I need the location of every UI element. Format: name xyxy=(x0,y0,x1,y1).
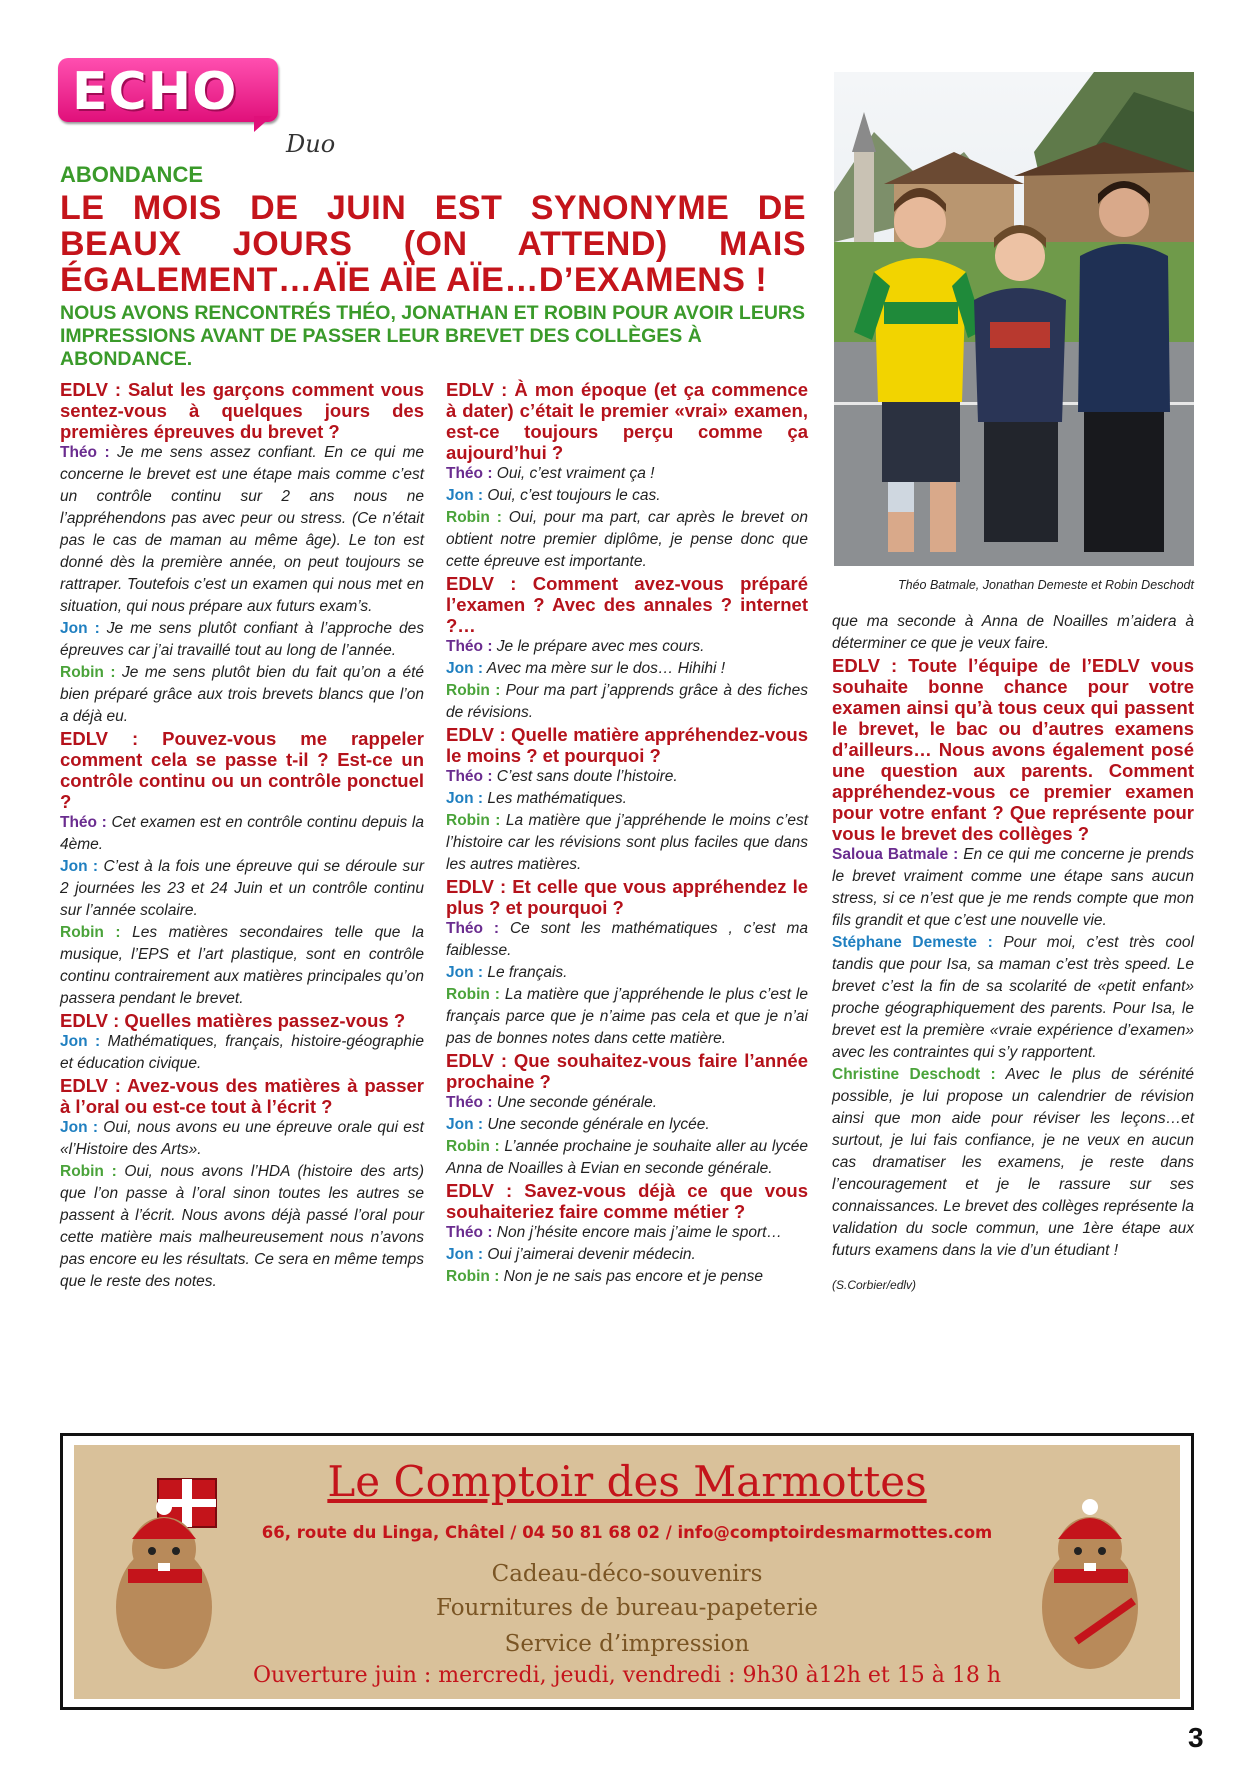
answer-text: C’est sans doute l’histoire. xyxy=(492,768,678,785)
speaker-theo: Théo : xyxy=(446,638,493,655)
speaker-christine: Christine Deschodt : xyxy=(832,1066,996,1083)
answer-jon xyxy=(60,1031,424,1075)
answer-text: Pour moi, c’est très cool tandis que pour Isa, sa maman c’est très speed. Le brevet c’est la fin de sa scolarité de «petit enfant» proche géographiquement des parents. Pour Isa, le brevet est la première «vraie expérience d’examen» avec les contraintes qui s’y rapportent. xyxy=(832,934,1194,1061)
speaker-stephane: Stéphane Demeste : xyxy=(832,934,993,951)
speaker-robin: Robin : xyxy=(446,509,502,526)
answer-theo xyxy=(446,463,808,485)
answer-text: Oui, nous avons l’HDA (histoire des arts) que l’on passe à l’oral sinon toutes les autres se passent à l’écrit. Nous avons déjà passé l’oral pour cette matière mais malheureusement nous n’avons pas encore eu les résultats. Ce sera en même temps que le reste des notes. xyxy=(60,1163,425,1290)
article-column-1 xyxy=(60,379,424,1293)
answer-jon xyxy=(60,618,424,662)
question-edlv: EDLV : À mon époque (et ça commence à dater) c’était le premier «vrai» examen, est-ce toujours perçu comme ça aujourd’hui ? xyxy=(446,379,808,463)
answer-text: Les mathématiques. xyxy=(483,790,627,807)
page-number: 3 xyxy=(1188,1722,1204,1753)
speaker-robin: Robin : xyxy=(446,1268,500,1285)
answer-jon xyxy=(60,1117,424,1161)
echo-duo-logo xyxy=(58,58,336,158)
speaker-jon: Jon : xyxy=(446,1246,484,1263)
answer-text: Les matières secondaires telle que la musique, l’EPS et l’art plastique, sont en contrôle continu contrairement aux matières principales qu’on passera pendant le brevet. xyxy=(60,924,424,1007)
photo-caption: Théo Batmale, Jonathan Demeste et Robin Deschodt xyxy=(897,578,1194,592)
speaker-robin: Robin : xyxy=(60,924,121,941)
speaker-jon: Jon : xyxy=(446,790,484,807)
answer-robin xyxy=(446,1266,808,1288)
question-edlv: EDLV : Quelles matières passez-vous ? xyxy=(60,1010,406,1031)
logo-bubble-tail xyxy=(254,116,272,132)
answer-stephane xyxy=(832,932,1194,1064)
answer-theo xyxy=(446,1092,808,1114)
answer-robin xyxy=(446,680,808,724)
answer-theo xyxy=(60,442,424,618)
speaker-theo: Théo : xyxy=(446,465,493,482)
speaker-robin: Robin : xyxy=(446,1138,500,1155)
question-edlv: EDLV : Pouvez-vous me rappeler comment cela se passe t-il ? Est-ce un contrôle continu ou un contrôle ponctuel ? xyxy=(60,728,424,812)
answer-jon xyxy=(446,1244,808,1266)
answer-text: C’est à la fois une épreuve qui se déroule sur 2 journées les 23 et 24 Juin et un contrôle continu sur l’année scolaire. xyxy=(60,858,424,919)
speaker-saloua: Saloua Batmale : xyxy=(832,846,959,863)
answer-theo xyxy=(60,812,424,856)
answer-robin xyxy=(60,1161,424,1293)
answer-text: Ce sont les mathématiques , c’est ma faiblesse. xyxy=(446,920,808,959)
speaker-theo: Théo : xyxy=(60,814,107,831)
answer-jon xyxy=(446,485,808,507)
answer-text: En ce qui me concerne je prends le brevet vraiment comme une étape sans aucun stress, si ce n’est que je me rends compte que mon fils grandit et que c’est une nouvelle vie. xyxy=(832,846,1194,929)
students-photo-illustration xyxy=(834,72,1194,566)
answer-text: La matière que j’appréhende le plus c’est le français parce que je n’aime pas cela et que je n’ai pas de bonnes notes dans cette matière. xyxy=(446,986,808,1047)
speaker-jon: Jon : xyxy=(60,620,100,637)
answer-robin xyxy=(446,810,808,876)
speaker-jon: Jon : xyxy=(60,1119,99,1136)
answer-jon xyxy=(446,1114,808,1136)
speaker-robin: Robin : xyxy=(60,1163,117,1180)
answer-text: Oui j’aimerai devenir médecin. xyxy=(483,1246,696,1263)
article-column-3 xyxy=(832,611,1194,1296)
question-edlv: EDLV : Quelle matière appréhendez-vous le moins ? et pourquoi ? xyxy=(446,724,808,766)
students-photo xyxy=(834,72,1194,566)
answer-text: Oui, c’est toujours le cas. xyxy=(483,487,661,504)
article-column-2 xyxy=(446,379,808,1288)
answer-robin xyxy=(60,922,424,1010)
answer-christine xyxy=(832,1064,1194,1262)
speaker-jon: Jon : xyxy=(446,487,484,504)
answer-jon xyxy=(446,788,808,810)
speaker-robin: Robin : xyxy=(446,986,500,1003)
answer-theo xyxy=(446,918,808,962)
answer-text: L’année prochaine je souhaite aller au lycée Anna de Noailles à Evian en seconde générale. xyxy=(446,1138,808,1177)
speaker-robin: Robin : xyxy=(446,812,501,829)
question-edlv: EDLV : Savez-vous déjà ce que vous souhaiteriez faire comme métier ? xyxy=(446,1180,808,1222)
answer-text: Avec le plus de sérénité possible, je lui propose un calendrier de révision ainsi que mon aide pour réviser les leçons…et surtout, je lui fais confiance, je ne veux en aucun cas dramatiser les examens, je reste dans l’encouragement et je le rassure sur ses connaissances. Le brevet des collèges représente la validation du socle commun, une 1ère étape aux futurs examens dans la vie d’un étudiant ! xyxy=(832,1066,1194,1259)
answer-text: Une seconde générale. xyxy=(492,1094,658,1111)
answer-robin xyxy=(446,507,808,573)
ad-title: Le Comptoir des Marmottes xyxy=(327,1457,927,1506)
answer-robin xyxy=(60,662,424,728)
answer-theo xyxy=(446,1222,808,1244)
ad-hours: Ouverture juin : mercredi, jeudi, vendredi : 9h30 à12h et 15 à 18 h xyxy=(252,1663,1002,1688)
ad-contact: 66, route du Linga, Châtel / 04 50 81 68 02 / info@comptoirdesmarmottes.com xyxy=(261,1523,993,1542)
speaker-jon: Jon : xyxy=(446,964,484,981)
answer-text: Pour ma part j’apprends grâce à des fiches de révisions. xyxy=(446,682,809,721)
speaker-theo: Théo : xyxy=(60,444,110,461)
answer-text: Je me sens plutôt confiant à l’approche des épreuves car j’ai travaillé tout au long de l’année. xyxy=(60,620,425,659)
answer-jon xyxy=(446,658,808,680)
answer-text: Mathématiques, français, histoire-géographie et éducation civique. xyxy=(60,1033,424,1072)
speaker-theo: Théo : xyxy=(446,1094,493,1111)
answer-jon xyxy=(446,962,808,984)
answer-jon xyxy=(60,856,424,922)
answer-text: Oui, pour ma part, car après le brevet on obtient notre premier diplôme, je pense donc que cette épreuve est importante. xyxy=(446,509,808,570)
answer-text: La matière que j’appréhende le moins c’est l’histoire car les révisions sont plus faciles que dans les autres matières. xyxy=(446,812,809,873)
question-edlv: EDLV : Salut les garçons comment vous sentez-vous à quelques jours des premières épreuves du brevet ? xyxy=(60,379,424,442)
speaker-jon: Jon : xyxy=(60,858,99,875)
answer-robin xyxy=(446,984,808,1050)
question-edlv: EDLV : Et celle que vous appréhendez le plus ? et pourquoi ? xyxy=(446,876,808,918)
article-lede: NOUS AVONS RENCONTRÉS THÉO, JONATHAN ET ROBIN POUR AVOIR LEURS IMPRESSIONS AVANT DE PASSER LEUR BREVET DES COLLÈGES À ABONDANCE. xyxy=(60,302,806,370)
answer-text: Oui, nous avons eu une épreuve orale qui est «l’Histoire des Arts». xyxy=(60,1119,424,1158)
answer-saloua xyxy=(832,844,1194,932)
ad-line-3: Service d’impression xyxy=(504,1631,750,1657)
question-edlv: EDLV : Comment avez-vous préparé l’examen ? Avec des annales ? internet ?… xyxy=(446,573,808,636)
article-credit: (S.Corbier/edlv) xyxy=(832,1278,917,1292)
speaker-jon: Jon : xyxy=(446,660,484,677)
answer-text: Je me sens plutôt bien du fait qu’on a été bien préparé grâce aux trois brevets blancs que l’on a déjà eu. xyxy=(60,664,424,725)
speaker-theo: Théo : xyxy=(446,1224,493,1241)
answer-continuation: que ma seconde à Anna de Noailles m’aidera à déterminer ce que je veux faire. xyxy=(832,613,1194,652)
question-edlv: EDLV : Que souhaitez-vous faire l’année prochaine ? xyxy=(446,1050,808,1092)
speaker-robin: Robin : xyxy=(60,664,116,681)
logo-echo-text: ECHO xyxy=(72,62,238,122)
speaker-jon: Jon : xyxy=(446,1116,484,1133)
answer-theo xyxy=(446,766,808,788)
answer-theo xyxy=(446,636,808,658)
speaker-jon: Jon : xyxy=(60,1033,101,1050)
ad-line-1: Cadeau-déco-souvenirs xyxy=(491,1561,763,1587)
ad-line-2: Fournitures de bureau-papeterie xyxy=(436,1595,818,1621)
answer-robin xyxy=(446,1136,808,1180)
answer-text: Une seconde générale en lycée. xyxy=(483,1116,710,1133)
speaker-theo: Théo : xyxy=(446,920,500,937)
answer-text: Non je ne sais pas encore et je pense xyxy=(499,1268,764,1285)
question-edlv: EDLV : Toute l’équipe de l’EDLV vous souhaite bonne chance pour votre examen ainsi qu’à tous ceux qui passent le brevet, le bac ou d’autres examens d’ailleurs… Nous avons également posé une question aux parents. Comment appréhendez-vous ce premier examen pour votre enfant ? Que représente pour vous le brevet des collèges ? xyxy=(832,655,1194,844)
answer-text: Je le prépare avec mes cours. xyxy=(492,638,705,655)
article-kicker: ABONDANCE xyxy=(60,162,203,187)
answer-text: Non j’hésite encore mais j’aime le sport… xyxy=(492,1224,782,1241)
answer-text: Oui, c’est vraiment ça ! xyxy=(492,465,655,482)
answer-text: Cet examen est en contrôle continu depuis la 4ème. xyxy=(60,814,424,853)
answer-text: Je me sens assez confiant. En ce qui me concerne le brevet est une étape mais comme c’est un contrôle continu sur 2 ans nous ne l’appréhendons pas avec peur ou stress. (Ce n’était pas le cas de maman au même âge). Le ton est donné dès la première année, on peut toujours se rattraper. Toutefois c’est un examen qui nous met en situation, qui nous prépare aux futurs exam’s. xyxy=(60,444,424,615)
logo-duo-text: Duo xyxy=(286,130,336,158)
question-edlv: EDLV : Avez-vous des matières à passer à l’oral ou est-ce tout à l’écrit ? xyxy=(60,1075,424,1117)
answer-text: Avec ma mère sur le dos… Hihihi ! xyxy=(483,660,726,677)
speaker-theo: Théo : xyxy=(446,768,493,785)
answer-text: Le français. xyxy=(483,964,568,981)
advertisement xyxy=(74,1445,1180,1699)
article-headline: LE MOIS DE JUIN EST SYNONYME DE BEAUX JOURS (ON ATTEND) MAIS ÉGALEMENT…AÏE AÏE AÏE…D’EXAMENS ! xyxy=(60,189,806,299)
speaker-robin: Robin : xyxy=(446,682,501,699)
